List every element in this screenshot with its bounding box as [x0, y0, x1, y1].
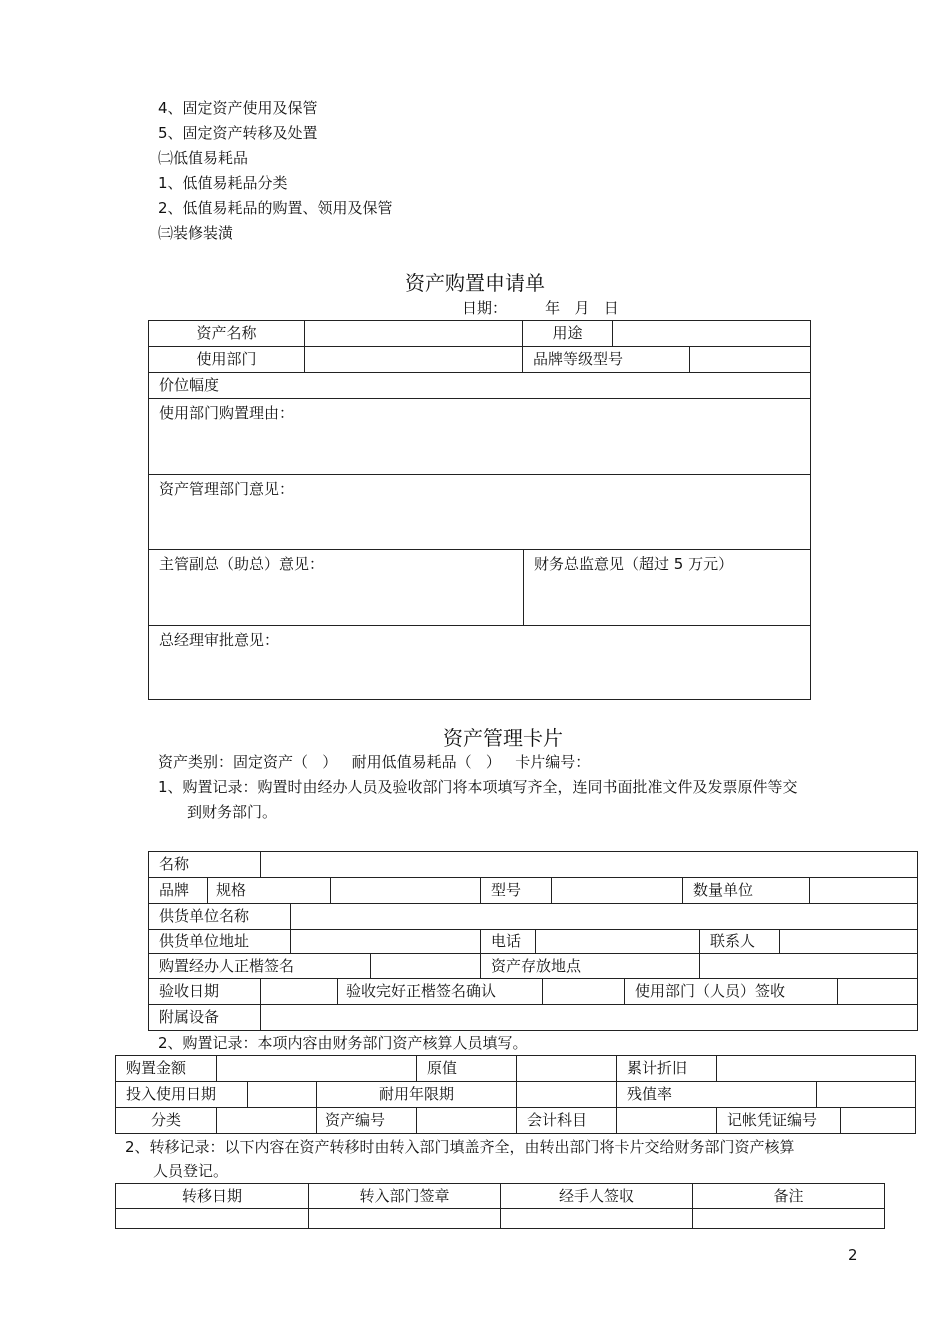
label-user-sign: 使用部门（人员）签收	[624, 978, 838, 1005]
remark-cell[interactable]	[692, 1208, 885, 1229]
label-phone: 电话	[480, 929, 536, 954]
supplier-name-field[interactable]	[290, 903, 918, 930]
purchase-record-note-2: 到财务部门。	[187, 803, 278, 821]
gm-opinion-box[interactable]: 总经理审批意见：	[148, 625, 811, 700]
purpose-field[interactable]	[612, 320, 811, 347]
label-voucher: 记帐凭证编号	[716, 1107, 841, 1134]
purchase-record-note-1: 1、购置记录：购置时由经办人员及验收部门将本项填写齐全，连同书面批准文件及发票原件等交	[158, 778, 798, 796]
supplier-addr-field[interactable]	[290, 929, 481, 954]
page-number: 2	[848, 1246, 858, 1264]
buyer-sign-field[interactable]	[370, 953, 481, 979]
asset-category-line: 资产类别：固定资产（ ） 耐用低值易耗品（ ） 卡片编号：	[158, 753, 591, 771]
dept-seal-cell[interactable]	[308, 1208, 501, 1229]
label-account: 会计科目	[516, 1107, 617, 1134]
label-accept-date: 验收日期	[148, 978, 261, 1005]
header-handler: 经手人签収	[500, 1183, 693, 1209]
label-price-range[interactable]: 价位幅度	[148, 372, 811, 399]
account-field[interactable]	[616, 1107, 717, 1134]
spec-field[interactable]	[330, 877, 481, 904]
start-date-field[interactable]	[247, 1081, 317, 1108]
original-field[interactable]	[516, 1055, 617, 1082]
finance-record-note: 2、购置记录：本项内容由财务部门资产核算人员填写。	[158, 1034, 528, 1052]
brand-model-field[interactable]	[689, 346, 811, 373]
label-residual: 残值率	[616, 1081, 817, 1108]
name-field[interactable]	[260, 851, 918, 878]
mgmt-opinion-box[interactable]: 资产管理部门意见：	[148, 474, 811, 550]
residual-field[interactable]	[816, 1081, 916, 1108]
label-contact: 联系人	[699, 929, 780, 954]
label-life: 耐用年限期	[316, 1081, 517, 1108]
transfer-record-note-1: 2、转移记录：以下内容在资产转移时由转入部门填盖齐全，由转出部门将卡片交给财务部门资产核算	[125, 1138, 795, 1156]
purchase-form-title: 资产购置申请单	[405, 271, 545, 295]
label-dept: 使用部门	[148, 346, 305, 373]
outline-sub-1: 1、低值易耗品分类	[158, 174, 288, 192]
asset-card-title: 资产管理卡片	[443, 726, 563, 750]
accum-dep-field[interactable]	[716, 1055, 916, 1082]
user-sign-field[interactable]	[837, 978, 918, 1005]
storage-field[interactable]	[699, 953, 918, 979]
purchase-form-date: 日期： 年 月 日	[462, 299, 619, 317]
label-asset-name: 资产名称	[148, 320, 305, 347]
outline-section-3: ㈢装修装潢	[158, 224, 234, 242]
label-qty-unit: 数量单位	[682, 877, 810, 904]
asset-no-field[interactable]	[416, 1107, 517, 1134]
vp-opinion-box[interactable]: 主管副总（助总）意见：	[148, 549, 524, 626]
header-transfer-date: 转移日期	[115, 1183, 309, 1209]
label-brand: 品牌	[148, 877, 208, 904]
amount-field[interactable]	[216, 1055, 417, 1082]
label-original: 原值	[416, 1055, 517, 1082]
category-field[interactable]	[216, 1107, 317, 1134]
label-asset-no: 资产编号	[316, 1107, 417, 1134]
label-amount: 购置金额	[115, 1055, 217, 1082]
phone-field[interactable]	[535, 929, 700, 954]
label-accessories: 附属设备	[148, 1004, 261, 1031]
qty-unit-field[interactable]	[809, 877, 918, 904]
voucher-field[interactable]	[840, 1107, 916, 1134]
accept-sign-field[interactable]	[542, 978, 625, 1005]
contact-field[interactable]	[779, 929, 918, 954]
outline-section-2: ㈡低值易耗品	[158, 149, 249, 167]
label-start-date: 投入使用日期	[115, 1081, 248, 1108]
header-dept-seal: 转入部门签章	[308, 1183, 501, 1209]
cfo-opinion-box[interactable]: 财务总监意见（超过 5 万元）	[523, 549, 811, 626]
label-buyer-sign: 购置经办人正楷签名	[148, 953, 371, 979]
label-accept-sign: 验收完好正楷签名确认	[337, 978, 543, 1005]
outline-sub-2: 2、低值易耗品的购置、领用及保管	[158, 199, 393, 217]
dept-field[interactable]	[304, 346, 523, 373]
reason-box[interactable]: 使用部门购置理由：	[148, 398, 811, 475]
label-name: 名称	[148, 851, 261, 878]
transfer-record-note-2: 人员登记。	[153, 1162, 229, 1180]
accessories-field[interactable]	[260, 1004, 918, 1031]
label-purpose: 用途	[522, 320, 613, 347]
label-supplier-name: 供货单位名称	[148, 903, 291, 930]
accept-date-field[interactable]	[260, 978, 338, 1005]
label-spec: 规格	[207, 877, 331, 904]
label-brand-model: 品牌等级型号	[522, 346, 690, 373]
asset-name-field[interactable]	[304, 320, 523, 347]
label-category: 分类	[115, 1107, 217, 1134]
model-field[interactable]	[551, 877, 683, 904]
label-storage: 资产存放地点	[480, 953, 700, 979]
label-accum-dep: 累计折旧	[616, 1055, 717, 1082]
label-model: 型号	[480, 877, 552, 904]
life-field[interactable]	[516, 1081, 617, 1108]
outline-item-5: 5、固定资产转移及处置	[158, 124, 318, 142]
handler-cell[interactable]	[500, 1208, 693, 1229]
transfer-date-cell[interactable]	[115, 1208, 309, 1229]
label-supplier-addr: 供货单位地址	[148, 929, 291, 954]
header-remark: 备注	[692, 1183, 885, 1209]
outline-item-4: 4、固定资产使用及保管	[158, 99, 318, 117]
